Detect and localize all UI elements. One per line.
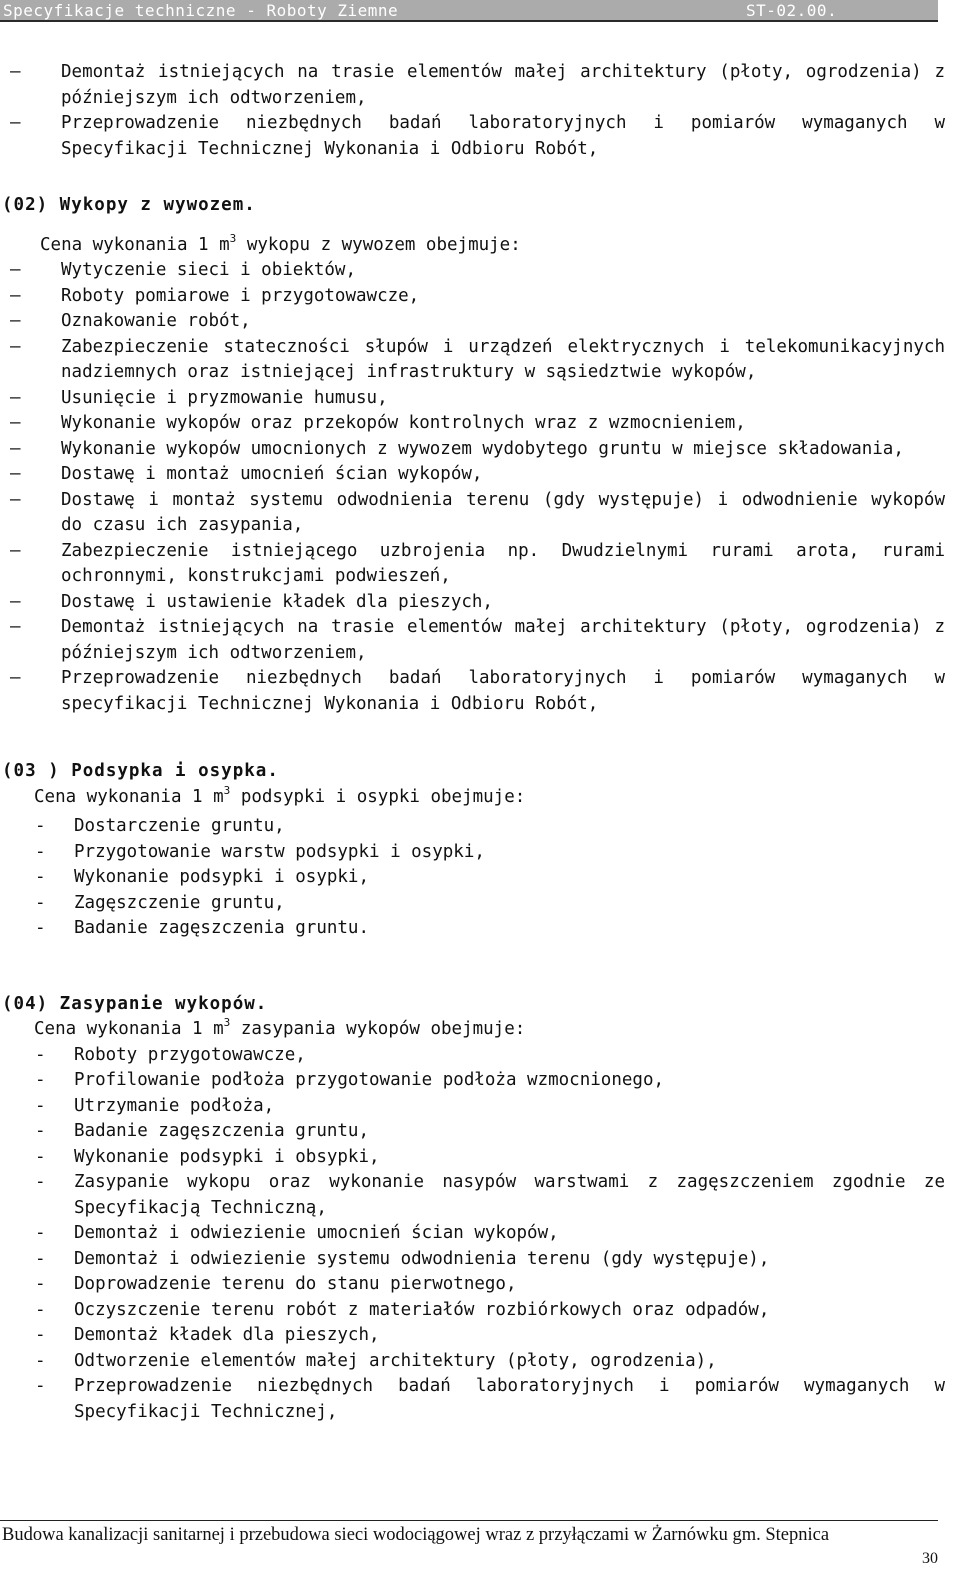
bullet-dash: - xyxy=(35,867,46,887)
list-item: - Doprowadzenie terenu do stanu pierwotnego, xyxy=(0,1272,945,1298)
list-item: — Dostawę i ustawienie kładek dla pieszych, xyxy=(0,590,945,616)
bullet-dash: - xyxy=(35,892,46,913)
list-item: — Zabezpieczenie istniejącego uzbrojenia np. Dwudzielnymi rurami arota, rurami ochronnymi, konstrukcjami podwieszeń, xyxy=(10,540,945,586)
document-body xyxy=(0,60,945,1425)
list-item: - Przygotowanie warstw podsypki i osypki, xyxy=(0,840,945,866)
section-02-intro: Cena wykonania 1 $m^3$ wykopu z wywozem obejmuje: xyxy=(40,231,521,255)
list-item: - Badanie zagęszczenia gruntu, xyxy=(0,1119,945,1145)
bullet-dash: — xyxy=(10,336,21,357)
bullet-dash: — xyxy=(10,668,21,688)
list-item: — Wykonanie wykopów umocnionych z wywozem wydobytego gruntu w miejsce składowania, xyxy=(0,437,945,463)
bullet-dash: — xyxy=(10,113,21,133)
list-item: — Demontaż istniejących na trasie elementów małej architektury (płoty, ogrodzenia) z późniejszym ich odtworzeniem, xyxy=(10,62,945,108)
bullet-dash: - xyxy=(35,816,46,836)
list-item: - Wykonanie podsypki i osypki, xyxy=(0,865,945,891)
bullet-dash: — xyxy=(10,464,21,484)
bullet-dash: - xyxy=(35,918,46,938)
bullet-dash: - xyxy=(35,1274,46,1294)
list-item: - Demontaż i odwiezienie systemu odwodnienia terenu (gdy występuje), xyxy=(0,1247,945,1273)
bullet-dash: — xyxy=(10,489,21,510)
list-item: - Zasypanie wykopu oraz wykonanie nasypów warstwami z zagęszczeniem zgodnie ze Specyfikacją Techniczną, xyxy=(35,1172,945,1218)
bullet-dash: - xyxy=(35,1376,46,1396)
bullet-dash: - xyxy=(35,841,46,862)
section-03-heading: (03 ) Podsypka i osypka. xyxy=(2,761,279,781)
footer-project-title: Budowa kanalizacji sanitarnej i przebudowa sieci wodociągowej wraz z przyłączami w Żarnówku gm. Stepnica xyxy=(2,1525,830,1545)
bullet-dash: - xyxy=(35,1248,46,1269)
bullet-dash: — xyxy=(10,413,21,433)
header-title: Specyfikacje techniczne - Roboty Ziemne xyxy=(3,1,399,20)
list-item: — Przeprowadzenie niezbędnych badań laboratoryjnych i pomiarów wymaganych w Specyfikacji Technicznej Wykonania i Odbioru Robót, xyxy=(10,113,945,159)
list-item: — Zabezpieczenie stateczności słupów i urządzeń elektrycznych i telekomunikacyjnych nadziemnych oraz istniejącej infrastruktury w sąsiedztwie wykopów, xyxy=(10,336,945,382)
list-item: - Odtworzenie elementów małej architektury (płoty, ogrodzenia), xyxy=(0,1349,945,1375)
list-item: - Wykonanie podsypki i obsypki, xyxy=(0,1145,945,1171)
list-item: - Oczyszczenie terenu robót z materiałów rozbiórkowych oraz odpadów, xyxy=(0,1298,945,1324)
bullet-dash: — xyxy=(10,260,21,280)
bullet-dash: - xyxy=(35,1325,46,1345)
bullet-dash: - xyxy=(35,1070,46,1090)
bullet-dash: - xyxy=(35,1299,46,1320)
list-item: - Zagęszczenie gruntu, xyxy=(0,891,945,917)
page-footer xyxy=(0,1520,938,1567)
list-item: - Przeprowadzenie niezbędnych badań laboratoryjnych i pomiarów wymaganych w Specyfikacji Technicznej, xyxy=(35,1376,945,1422)
bullet-dash: - xyxy=(35,1172,46,1192)
list-item: — Dostawę i montaż systemu odwodnienia terenu (gdy występuje) i odwodnienie wykopów do czasu ich zasypania, xyxy=(10,489,945,535)
section-04-intro: Cena wykonania 1 $m^3$ zasypania wykopów obejmuje: xyxy=(34,1016,526,1039)
list-item: — Wytyczenie sieci i obiektów, xyxy=(0,258,945,284)
section-04-list xyxy=(0,1043,945,1426)
bullet-dash: - xyxy=(35,1044,46,1065)
list-item: — Oznakowanie robót, xyxy=(0,309,945,335)
section-02-list xyxy=(0,258,945,717)
bullet-dash: - xyxy=(35,1121,46,1141)
bullet-dash: — xyxy=(10,387,21,408)
page-number: 30 xyxy=(922,1550,938,1567)
list-item: - Profilowanie podłoża przygotowanie podłoża wzmocnionego, xyxy=(0,1068,945,1094)
bullet-dash: - xyxy=(35,1223,46,1243)
header-doc-code: ST-02.00. xyxy=(746,1,838,20)
list-item: — Dostawę i montaż umocnień ścian wykopów, xyxy=(0,462,945,488)
section-04-heading: (04) Zasypanie wykopów. xyxy=(2,993,268,1014)
list-item: - Roboty przygotowawcze, xyxy=(0,1043,945,1069)
bullet-dash: — xyxy=(10,285,21,306)
bullet-dash: - xyxy=(35,1350,46,1371)
list-item: - Utrzymanie podłoża, xyxy=(0,1094,945,1120)
bullet-dash: - xyxy=(35,1146,46,1167)
section-03-list xyxy=(0,814,945,942)
list-item: - Badanie zagęszczenia gruntu. xyxy=(0,916,945,942)
list-item: — Usunięcie i pryzmowanie humusu, xyxy=(0,386,945,412)
list-item: — Roboty pomiarowe i przygotowawcze, xyxy=(0,284,945,310)
list-item: — Wykonanie wykopów oraz przekopów kontrolnych wraz z wzmocnieniem, xyxy=(0,411,945,437)
page-header xyxy=(0,0,938,22)
bullet-dash: — xyxy=(10,540,21,561)
section-03-intro: Cena wykonania 1 $m^3$ podsypki i osypki obejmuje: xyxy=(34,783,526,807)
bullet-dash: — xyxy=(10,62,21,82)
bullet-dash: - xyxy=(35,1095,46,1116)
list-item: — Demontaż istniejących na trasie elementów małej architektury (płoty, ogrodzenia) z późniejszym ich odtworzeniem, xyxy=(10,617,945,663)
bullet-dash: — xyxy=(10,617,21,637)
list-item: - Demontaż kładek dla pieszych, xyxy=(0,1323,945,1349)
bullet-dash: — xyxy=(10,438,21,459)
bullet-dash: — xyxy=(10,311,21,331)
list-item: - Dostarczenie gruntu, xyxy=(0,814,945,840)
section-02-heading: (02) Wykopy z wywozem. xyxy=(2,195,256,215)
list-item: - Demontaż i odwiezienie umocnień ścian wykopów, xyxy=(0,1221,945,1247)
bullet-dash: — xyxy=(10,591,21,612)
list-item: — Przeprowadzenie niezbędnych badań laboratoryjnych i pomiarów wymaganych w specyfikacji Technicznej Wykonania i Odbioru Robót, xyxy=(10,668,945,714)
